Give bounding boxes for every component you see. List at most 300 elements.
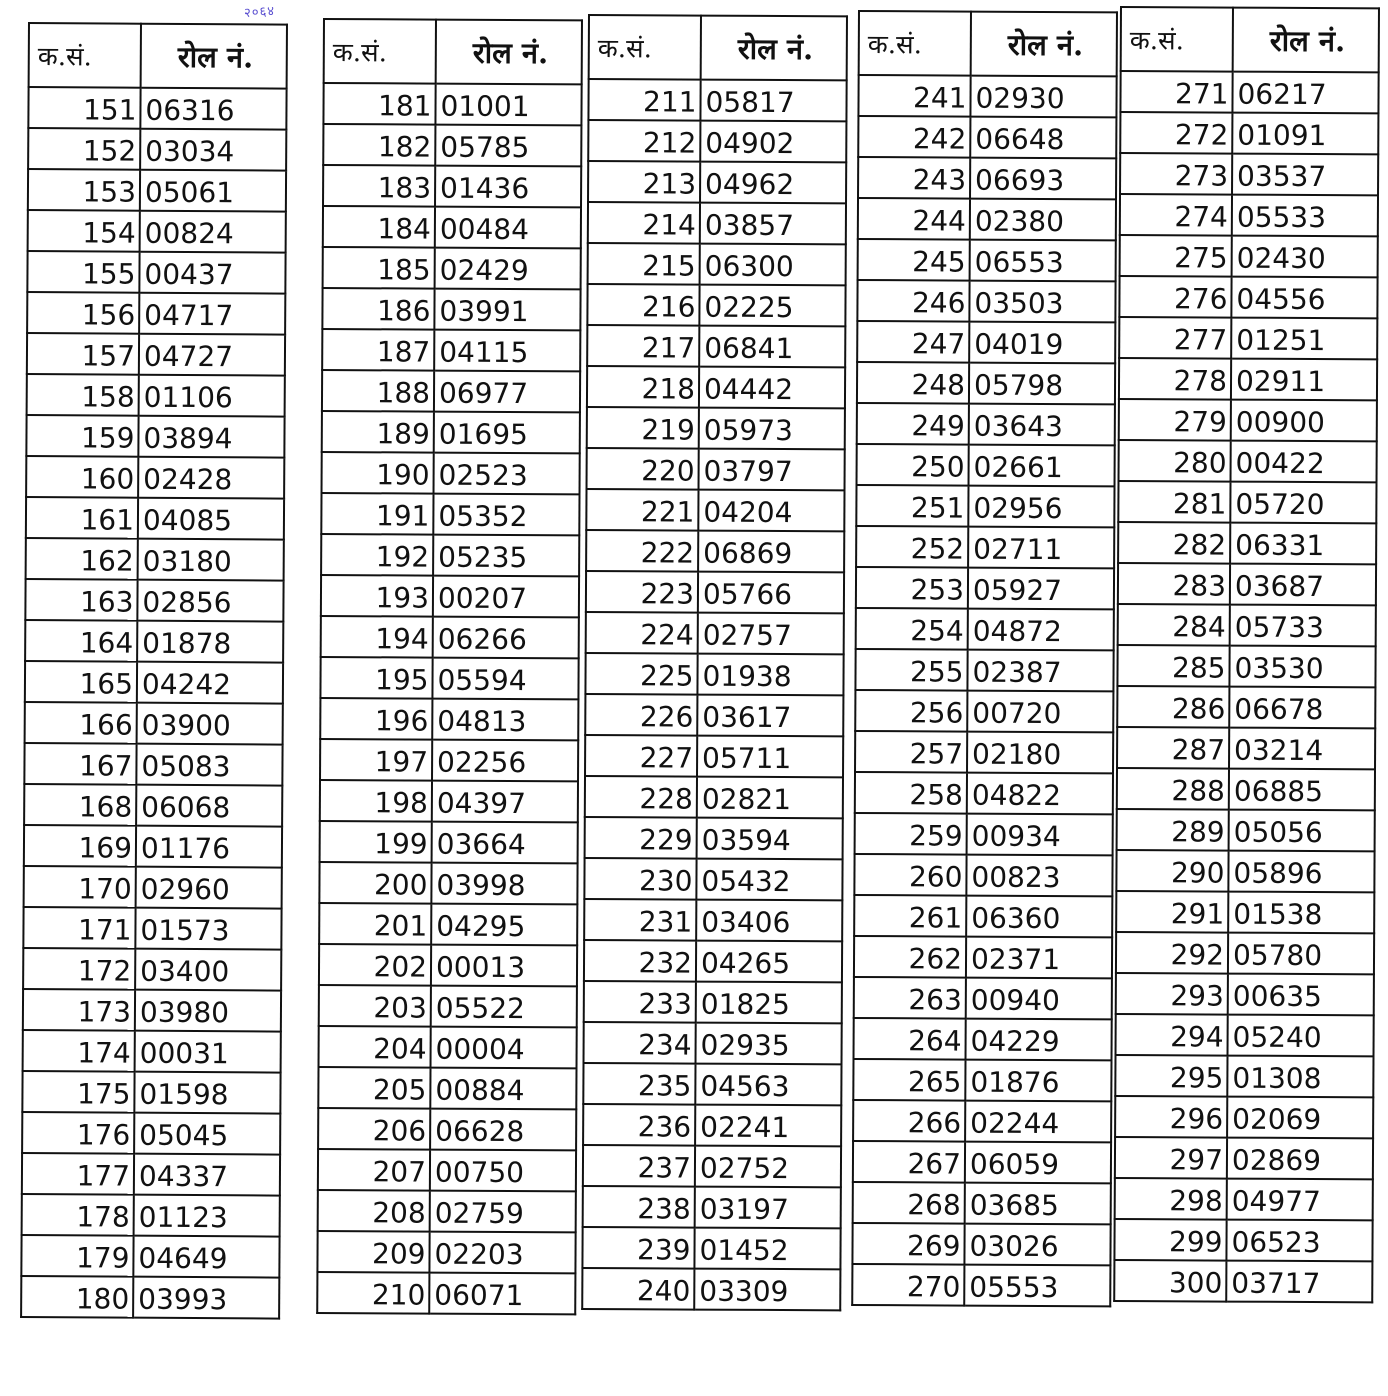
roll-number-cell: 06360 xyxy=(966,896,1112,938)
table-row xyxy=(858,75,1116,117)
roll-number-cell: 06678 xyxy=(1229,687,1375,729)
table-row xyxy=(322,370,580,412)
table-row xyxy=(24,743,282,786)
serial-number-cell: 220 xyxy=(587,448,699,490)
roll-number-cell: 01106 xyxy=(139,375,285,417)
serial-number-cell: 197 xyxy=(320,739,432,781)
table-row xyxy=(583,1104,841,1146)
serial-number-cell: 154 xyxy=(28,210,140,252)
table-row xyxy=(1116,973,1374,1015)
roll-number-cell: 03034 xyxy=(140,129,286,171)
table-row xyxy=(1117,727,1375,769)
serial-number-cell: 245 xyxy=(858,239,970,281)
table-row xyxy=(856,526,1114,568)
serial-number-cell: 227 xyxy=(585,735,697,777)
serial-number-header: क.सं. xyxy=(29,23,141,88)
table-row xyxy=(25,661,283,704)
roll-number-cell: 00484 xyxy=(435,207,581,249)
roll-number-cell: 01176 xyxy=(136,826,282,868)
serial-number-cell: 230 xyxy=(584,858,696,900)
table-row xyxy=(319,944,577,986)
table-header-row xyxy=(589,15,847,80)
roll-number-cell: 06648 xyxy=(970,117,1116,159)
roll-number-cell: 04115 xyxy=(434,330,580,372)
table-row xyxy=(1120,235,1378,277)
table-row xyxy=(26,538,284,581)
roll-number-cell: 01878 xyxy=(137,621,283,663)
roll-number-cell: 05533 xyxy=(1232,195,1378,237)
table-row xyxy=(853,1182,1111,1224)
table-row xyxy=(584,858,842,900)
roll-number-cell: 01452 xyxy=(694,1228,840,1270)
roll-number-cell: 04727 xyxy=(139,334,285,376)
table-row xyxy=(28,128,286,171)
roll-number-cell: 05553 xyxy=(964,1265,1110,1307)
table-row xyxy=(1115,1055,1373,1097)
roll-number-cell: 02869 xyxy=(1227,1138,1373,1180)
roll-number-cell: 04872 xyxy=(968,609,1114,651)
serial-number-cell: 300 xyxy=(1114,1260,1226,1302)
table-row xyxy=(1120,194,1378,236)
table-row xyxy=(587,325,845,367)
serial-number-cell: 275 xyxy=(1120,235,1232,277)
serial-number-cell: 209 xyxy=(317,1231,429,1273)
serial-number-cell: 266 xyxy=(853,1100,965,1142)
table-row xyxy=(854,895,1112,937)
table-row xyxy=(855,690,1113,732)
table-row xyxy=(857,362,1115,404)
roll-number-cell: 04229 xyxy=(966,1019,1112,1061)
serial-number-cell: 296 xyxy=(1115,1096,1227,1138)
roll-number-cell: 01573 xyxy=(135,908,281,950)
table-row xyxy=(586,571,844,613)
serial-number-cell: 169 xyxy=(24,825,136,867)
serial-number-cell: 205 xyxy=(318,1067,430,1109)
roll-number-cell: 02752 xyxy=(695,1146,841,1188)
table-row xyxy=(322,288,580,330)
serial-number-cell: 288 xyxy=(1117,768,1229,810)
roll-number-cell: 02428 xyxy=(138,457,284,499)
roll-number-cell: 01695 xyxy=(434,412,580,454)
serial-number-cell: 241 xyxy=(858,75,970,117)
serial-number-cell: 278 xyxy=(1119,358,1231,400)
roll-number-cell: 01825 xyxy=(696,982,842,1024)
serial-number-cell: 293 xyxy=(1116,973,1228,1015)
roll-number-cell: 01308 xyxy=(1227,1056,1373,1098)
serial-number-cell: 191 xyxy=(321,493,433,535)
roll-number-cell: 01091 xyxy=(1232,113,1378,155)
roll-number-cell: 02821 xyxy=(697,777,843,819)
table-row xyxy=(585,735,843,777)
roll-number-cell: 04337 xyxy=(134,1154,280,1196)
table-row xyxy=(852,1223,1110,1265)
roll-number-cell: 02225 xyxy=(699,285,845,327)
serial-number-cell: 292 xyxy=(1116,932,1228,974)
table-row xyxy=(857,280,1115,322)
table-row xyxy=(318,1108,576,1150)
table-row xyxy=(322,452,580,494)
roll-number-cell: 00823 xyxy=(966,855,1112,897)
roll-number-cell: 03717 xyxy=(1226,1261,1372,1303)
serial-number-cell: 238 xyxy=(583,1186,695,1228)
serial-number-cell: 186 xyxy=(322,288,434,330)
serial-number-cell: 273 xyxy=(1120,153,1232,195)
roll-number-cell: 03214 xyxy=(1229,728,1375,770)
table-row xyxy=(25,702,283,745)
table-row xyxy=(320,780,578,822)
table-header-row xyxy=(1121,7,1379,72)
serial-number-cell: 182 xyxy=(323,124,435,166)
serial-number-cell: 212 xyxy=(588,120,700,162)
serial-number-cell: 174 xyxy=(23,1030,135,1072)
table-row xyxy=(318,1149,576,1191)
table-row xyxy=(585,817,843,859)
serial-number-cell: 163 xyxy=(25,579,137,621)
table-row xyxy=(323,247,581,289)
serial-number-cell: 262 xyxy=(854,936,966,978)
table-row xyxy=(317,1231,575,1273)
serial-number-cell: 297 xyxy=(1115,1137,1227,1179)
roll-number-cell: 05083 xyxy=(136,744,282,786)
table-row xyxy=(27,251,285,294)
roll-number-cell: 05522 xyxy=(431,986,577,1028)
serial-number-cell: 298 xyxy=(1115,1178,1227,1220)
table-row xyxy=(22,1194,280,1237)
serial-number-cell: 190 xyxy=(322,452,434,494)
serial-number-cell: 178 xyxy=(22,1194,134,1236)
serial-number-cell: 250 xyxy=(857,444,969,486)
serial-number-cell: 259 xyxy=(855,813,967,855)
roll-number-cell: 03797 xyxy=(699,449,845,491)
roll-number-cell: 02380 xyxy=(970,199,1116,241)
table-row xyxy=(27,374,285,417)
table-header-row xyxy=(859,11,1117,76)
roll-number-cell: 03026 xyxy=(964,1224,1110,1266)
serial-number-cell: 270 xyxy=(852,1264,964,1306)
table-row xyxy=(586,489,844,531)
roll-number-cell: 01938 xyxy=(697,654,843,696)
serial-number-cell: 225 xyxy=(585,653,697,695)
table-row xyxy=(854,1018,1112,1060)
table-row xyxy=(1118,563,1376,605)
table-row xyxy=(1120,71,1378,113)
table-row xyxy=(24,784,282,827)
roll-number-header: रोल नं. xyxy=(436,20,582,85)
table-row xyxy=(1119,399,1377,441)
table-row xyxy=(1118,481,1376,523)
roll-number-cell: 06869 xyxy=(698,531,844,573)
table-row xyxy=(1114,1219,1372,1261)
table-row xyxy=(583,1063,841,1105)
roll-number-cell: 03503 xyxy=(969,281,1115,323)
table-row xyxy=(319,1026,577,1068)
serial-number-cell: 203 xyxy=(319,985,431,1027)
serial-number-cell: 151 xyxy=(28,87,140,129)
roll-number-cell: 04563 xyxy=(695,1064,841,1106)
serial-number-cell: 224 xyxy=(586,612,698,654)
table-row xyxy=(25,579,283,622)
serial-number-header: क.सं. xyxy=(859,11,971,76)
table-row xyxy=(22,1071,280,1114)
serial-number-cell: 175 xyxy=(22,1071,134,1113)
roll-number-cell: 02387 xyxy=(967,650,1113,692)
serial-number-cell: 287 xyxy=(1117,727,1229,769)
roll-number-cell: 00940 xyxy=(966,978,1112,1020)
roll-number-cell: 03406 xyxy=(696,900,842,942)
roll-number-cell: 02069 xyxy=(1227,1097,1373,1139)
roll-number-cell: 03537 xyxy=(1232,154,1378,196)
roll-number-cell: 01251 xyxy=(1231,318,1377,360)
roll-number-cell: 03991 xyxy=(434,289,580,331)
serial-number-cell: 198 xyxy=(320,780,432,822)
table-row xyxy=(584,899,842,941)
serial-number-cell: 281 xyxy=(1118,481,1230,523)
table-row xyxy=(857,321,1115,363)
table-row xyxy=(857,403,1115,445)
table-header-row xyxy=(29,23,287,89)
roll-number-cell: 02856 xyxy=(137,580,283,622)
roll-number-cell: 06068 xyxy=(136,785,282,827)
table-row xyxy=(24,825,282,868)
roll-number-cell: 05056 xyxy=(1229,810,1375,852)
roll-number-cell: 02371 xyxy=(966,937,1112,979)
table-row xyxy=(586,530,844,572)
table-row xyxy=(21,1235,279,1278)
roll-number-cell: 06217 xyxy=(1232,72,1378,114)
serial-number-cell: 285 xyxy=(1117,645,1229,687)
table-row xyxy=(583,1186,841,1228)
serial-number-header: क.सं. xyxy=(324,19,436,84)
serial-number-cell: 261 xyxy=(854,895,966,937)
serial-number-cell: 252 xyxy=(856,526,968,568)
roll-number-cell: 02180 xyxy=(967,732,1113,774)
roll-number-cell: 03197 xyxy=(695,1187,841,1229)
roll-number-cell: 03998 xyxy=(431,863,577,905)
roll-number-cell: 06553 xyxy=(970,240,1116,282)
serial-number-cell: 188 xyxy=(322,370,434,412)
roll-number-cell: 04242 xyxy=(137,662,283,704)
serial-number-cell: 196 xyxy=(320,698,432,740)
table-row xyxy=(1119,317,1377,359)
table-row xyxy=(855,813,1113,855)
table-row xyxy=(1115,1096,1373,1138)
serial-number-cell: 160 xyxy=(26,456,138,498)
serial-number-cell: 223 xyxy=(586,571,698,613)
table-row xyxy=(320,698,578,740)
table-row xyxy=(320,821,578,863)
serial-number-cell: 228 xyxy=(585,776,697,818)
table-row xyxy=(588,202,846,244)
serial-number-cell: 280 xyxy=(1119,440,1231,482)
roll-number-cell: 03993 xyxy=(133,1277,279,1319)
serial-number-cell: 255 xyxy=(855,649,967,691)
serial-number-cell: 183 xyxy=(323,165,435,207)
table-row xyxy=(320,657,578,699)
roll-number-cell: 02911 xyxy=(1231,359,1377,401)
roll-table-5 xyxy=(1113,6,1380,1303)
roll-number-cell: 04265 xyxy=(696,941,842,983)
serial-number-cell: 204 xyxy=(319,1026,431,1068)
serial-number-cell: 157 xyxy=(27,333,139,375)
serial-number-cell: 222 xyxy=(586,530,698,572)
roll-number-cell: 03685 xyxy=(965,1183,1111,1225)
table-row xyxy=(855,731,1113,773)
roll-number-cell: 01123 xyxy=(134,1195,280,1237)
table-row xyxy=(1119,440,1377,482)
roll-number-cell: 00884 xyxy=(430,1068,576,1110)
table-row xyxy=(322,329,580,371)
roll-number-header: रोल नं. xyxy=(141,24,287,89)
serial-number-cell: 176 xyxy=(22,1112,134,1154)
serial-number-cell: 286 xyxy=(1117,686,1229,728)
table-row xyxy=(585,653,843,695)
roll-number-cell: 01001 xyxy=(435,84,581,126)
serial-number-cell: 164 xyxy=(25,620,137,662)
table-row xyxy=(323,165,581,207)
serial-number-cell: 181 xyxy=(323,83,435,125)
serial-number-cell: 239 xyxy=(582,1227,694,1269)
roll-number-cell: 03309 xyxy=(694,1269,840,1311)
roll-number-cell: 02956 xyxy=(968,486,1114,528)
roll-number-cell: 02757 xyxy=(698,613,844,655)
serial-number-cell: 249 xyxy=(857,403,969,445)
roll-number-cell: 06300 xyxy=(700,244,846,286)
serial-number-cell: 267 xyxy=(853,1141,965,1183)
roll-number-cell: 06266 xyxy=(433,617,579,659)
serial-number-cell: 166 xyxy=(25,702,137,744)
table-row xyxy=(856,608,1114,650)
table-row xyxy=(323,206,581,248)
table-row xyxy=(583,1145,841,1187)
roll-number-cell: 04717 xyxy=(139,293,285,335)
table-row xyxy=(1114,1260,1372,1302)
roll-table-3 xyxy=(581,14,848,1311)
table-row xyxy=(1116,891,1374,933)
roll-number-cell: 00635 xyxy=(1228,974,1374,1016)
roll-number-cell: 05780 xyxy=(1228,933,1374,975)
table-row xyxy=(585,694,843,736)
table-row xyxy=(26,456,284,499)
table-row xyxy=(319,862,577,904)
table-row xyxy=(587,407,845,449)
table-row xyxy=(582,1268,840,1310)
table-row xyxy=(587,284,845,326)
serial-number-cell: 184 xyxy=(323,206,435,248)
serial-number-cell: 299 xyxy=(1114,1219,1226,1261)
table-row xyxy=(28,87,286,130)
serial-number-cell: 236 xyxy=(583,1104,695,1146)
serial-number-cell: 284 xyxy=(1118,604,1230,646)
serial-number-cell: 218 xyxy=(587,366,699,408)
roll-number-cell: 03857 xyxy=(700,203,846,245)
table-row xyxy=(1116,932,1374,974)
roll-number-cell: 05798 xyxy=(969,363,1115,405)
serial-number-cell: 244 xyxy=(858,198,970,240)
table-row xyxy=(588,120,846,162)
roll-number-cell: 00750 xyxy=(430,1150,576,1192)
serial-number-cell: 295 xyxy=(1115,1055,1227,1097)
table-row xyxy=(1118,604,1376,646)
serial-number-cell: 215 xyxy=(588,243,700,285)
serial-number-cell: 180 xyxy=(21,1276,133,1318)
roll-number-cell: 02241 xyxy=(695,1105,841,1147)
roll-number-cell: 01876 xyxy=(965,1060,1111,1102)
table-row xyxy=(27,333,285,376)
roll-number-cell: 01538 xyxy=(1228,892,1374,934)
table-row xyxy=(1117,809,1375,851)
table-row xyxy=(1117,645,1375,687)
table-row xyxy=(322,411,580,453)
serial-number-cell: 217 xyxy=(587,325,699,367)
serial-number-cell: 165 xyxy=(25,661,137,703)
table-header-row xyxy=(324,19,582,84)
serial-number-cell: 206 xyxy=(318,1108,430,1150)
serial-number-cell: 246 xyxy=(857,280,969,322)
serial-number-cell: 271 xyxy=(1120,71,1232,113)
serial-number-cell: 194 xyxy=(321,616,433,658)
table-row xyxy=(323,124,581,166)
table-row xyxy=(21,1276,279,1319)
serial-number-cell: 226 xyxy=(585,694,697,736)
serial-number-cell: 208 xyxy=(318,1190,430,1232)
serial-number-cell: 168 xyxy=(24,784,136,826)
roll-number-cell: 04556 xyxy=(1231,277,1377,319)
table-row xyxy=(588,243,846,285)
serial-number-cell: 171 xyxy=(23,907,135,949)
table-row xyxy=(857,444,1115,486)
roll-number-cell: 05766 xyxy=(698,572,844,614)
roll-number-header: रोल नं. xyxy=(701,16,847,81)
table-row xyxy=(856,485,1114,527)
roll-number-cell: 06977 xyxy=(434,371,580,413)
roll-number-cell: 02661 xyxy=(969,445,1115,487)
roll-number-cell: 01598 xyxy=(134,1072,280,1114)
serial-number-cell: 207 xyxy=(318,1149,430,1191)
serial-number-cell: 233 xyxy=(584,981,696,1023)
table-row xyxy=(321,534,579,576)
roll-number-cell: 06841 xyxy=(699,326,845,368)
roll-number-cell: 04442 xyxy=(699,367,845,409)
table-row xyxy=(22,1112,280,1155)
roll-number-cell: 05594 xyxy=(432,658,578,700)
roll-number-cell: 05720 xyxy=(1230,482,1376,524)
table-row xyxy=(318,1067,576,1109)
table-row xyxy=(582,1227,840,1269)
table-row xyxy=(318,1190,576,1232)
table-row xyxy=(853,1141,1111,1183)
roll-number-cell: 02930 xyxy=(970,76,1116,118)
serial-number-cell: 254 xyxy=(856,608,968,650)
table-row xyxy=(854,936,1112,978)
table-row xyxy=(22,1153,280,1196)
serial-number-cell: 289 xyxy=(1117,809,1229,851)
table-row xyxy=(27,292,285,335)
serial-number-cell: 256 xyxy=(855,690,967,732)
table-row xyxy=(1120,112,1378,154)
roll-number-cell: 03530 xyxy=(1229,646,1375,688)
serial-number-cell: 251 xyxy=(856,485,968,527)
roll-number-cell: 03980 xyxy=(135,990,281,1032)
table-row xyxy=(317,1272,575,1314)
roll-number-cell: 04085 xyxy=(138,498,284,540)
serial-number-cell: 152 xyxy=(28,128,140,170)
roll-number-cell: 03180 xyxy=(138,539,284,581)
table-row xyxy=(24,866,282,909)
roll-number-cell: 03894 xyxy=(138,416,284,458)
serial-number-cell: 274 xyxy=(1120,194,1232,236)
roll-number-cell: 00934 xyxy=(967,814,1113,856)
roll-number-cell: 03664 xyxy=(432,822,578,864)
